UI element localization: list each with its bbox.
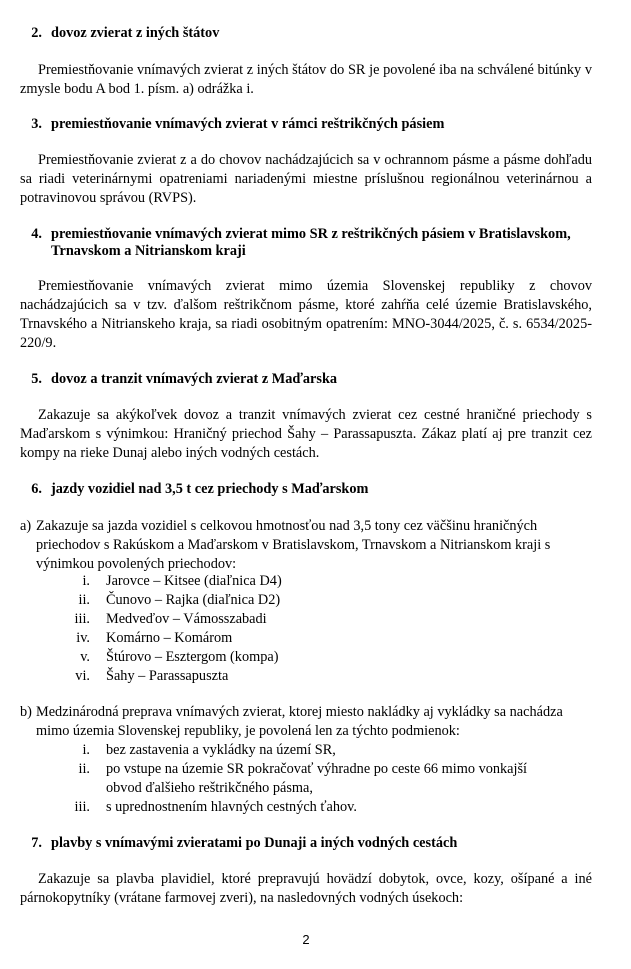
section-number: 4.	[31, 226, 42, 242]
roman-numeral: iii.	[74, 611, 90, 627]
list-item-text: Medveďov – Vámosszabadi	[106, 611, 267, 627]
list-item-text: Čunovo – Rajka (diaľnica D2)	[106, 592, 281, 608]
list-item-text: Šahy – Parassapuszta	[106, 668, 229, 684]
section-5-heading	[20, 371, 592, 388]
section-5-body	[20, 406, 592, 463]
list-item	[20, 591, 540, 610]
list-item	[20, 572, 540, 591]
list-item-text: Štúrovo – Esztergom (kompa)	[106, 649, 279, 665]
roman-numeral: ii.	[78, 592, 90, 608]
list-item	[20, 741, 560, 760]
section-4-heading	[20, 226, 623, 260]
section-4-body	[20, 277, 592, 353]
section-3-heading	[20, 116, 592, 133]
section-title: dovoz a tranzit vnímavých zvierat z Maďarska	[51, 371, 338, 387]
transit-conditions-list	[20, 741, 560, 817]
list-item-text: Jarovce – Kitsee (diaľnica D4)	[106, 573, 282, 589]
list-item	[20, 760, 560, 798]
paragraph: Zakazuje sa plavba plavidiel, ktoré prepravujú hovädzí dobytok, ovce, kozy, ošípané a iné párnokopytníky (vrátane farmovej zveri), na nasledovných vodných úsekoch:	[20, 871, 592, 906]
section-6-item-b	[20, 703, 580, 741]
section-title: premiestňovanie vnímavých zvierat mimo SR z reštrikčných pásiem v Bratislavskom, Trnavskom a Nitrianskom kraji	[51, 226, 571, 259]
section-number: 5.	[31, 371, 42, 387]
list-marker: b)	[20, 704, 32, 720]
list-item-text: bez zastavenia a vykládky na území SR,	[106, 742, 336, 758]
roman-numeral: iv.	[76, 630, 90, 646]
list-item-text-continued: obvod ďalšieho reštrikčného pásma,	[106, 780, 313, 796]
section-7-heading	[20, 835, 592, 852]
paragraph: Premiestňovanie zvierat z a do chovov nachádzajúcich sa v ochrannom pásme a pásme dohľadu sa riadi veterinárnymi opatreniami nariadenými miestne príslušnou regionálnou veterinárnou a potravinovou správou (RVPS).	[20, 152, 592, 206]
paragraph: Premiestňovanie vnímavých zvierat mimo územia Slovenskej republiky z chovov nachádzajúcich sa v tzv. ďalšom reštrikčnom pásme, ktoré zahŕňa celé územie Bratislavského, Trnavského a Nitrianskeho kraja, sa riadi osobitným opatrením: MNO-3044/2025, č. s. 6534/2025-220/9.	[20, 278, 592, 351]
section-6-heading	[20, 481, 592, 498]
list-item	[20, 798, 560, 817]
section-2-heading	[20, 25, 592, 42]
section-2-body	[20, 61, 592, 99]
roman-numeral: iii.	[74, 799, 90, 815]
section-6-item-a	[20, 517, 580, 574]
section-number: 6.	[31, 481, 42, 497]
list-marker: a)	[20, 518, 32, 534]
section-title: jazdy vozidiel nad 3,5 t cez priechody s Maďarskom	[51, 481, 369, 497]
paragraph: Zakazuje sa jazda vozidiel s celkovou hmotnosťou nad 3,5 tony cez väčšinu hraničných priechodov s Rakúskom a Maďarskom v Bratislavskom, Trnavskom a Nitrianskom kraji s výnimkou povolených priechodov:	[36, 518, 551, 572]
allowed-crossings-list	[20, 572, 540, 686]
roman-numeral: i.	[82, 573, 90, 589]
list-item	[20, 610, 540, 629]
list-item-text: po vstupe na územie SR pokračovať výhradne po ceste 66 mimo vonkajší	[106, 761, 528, 777]
list-item-text: s uprednostnením hlavných cestných ťahov.	[106, 799, 357, 815]
section-number: 2.	[31, 25, 42, 41]
paragraph: Premiestňovanie vnímavých zvierat z iných štátov do SR je povolené iba na schválené bitúnky v zmysle bodu A bod 1. písm. a) odrážka i.	[20, 62, 592, 97]
list-item	[20, 667, 540, 686]
list-item	[20, 648, 540, 667]
section-title: plavby s vnímavými zvieratami po Dunaji a iných vodných cestách	[51, 835, 458, 851]
paragraph: Medzinárodná preprava vnímavých zvierat, ktorej miesto nakládky aj vykládky sa nachádza mimo územia Slovenskej republiky, je povolená len za týchto podmienok:	[36, 704, 563, 739]
section-number: 7.	[31, 835, 42, 851]
section-title: premiestňovanie vnímavých zvierat v rámci reštrikčných pásiem	[51, 116, 445, 132]
paragraph: Zakazuje sa akýkoľvek dovoz a tranzit vnímavých zvierat cez cestné hraničné priechody s Maďarskom s výnimkou: Hraničný priechod Šahy – Parassapuszta. Zákaz platí aj pre tranzit cez kompy na rieke Dunaj alebo iných vodných cestách.	[20, 407, 592, 461]
section-3-body	[20, 151, 592, 208]
section-number: 3.	[31, 116, 42, 132]
roman-numeral: ii.	[78, 761, 90, 777]
roman-numeral: i.	[82, 742, 90, 758]
list-item-text: Komárno – Komárom	[106, 630, 233, 646]
page-number: 2	[302, 932, 310, 947]
section-7-body	[20, 870, 592, 908]
roman-numeral: v.	[80, 649, 90, 665]
section-title: dovoz zvierat z iných štátov	[51, 25, 220, 41]
roman-numeral: vi.	[75, 668, 90, 684]
list-item	[20, 629, 540, 648]
